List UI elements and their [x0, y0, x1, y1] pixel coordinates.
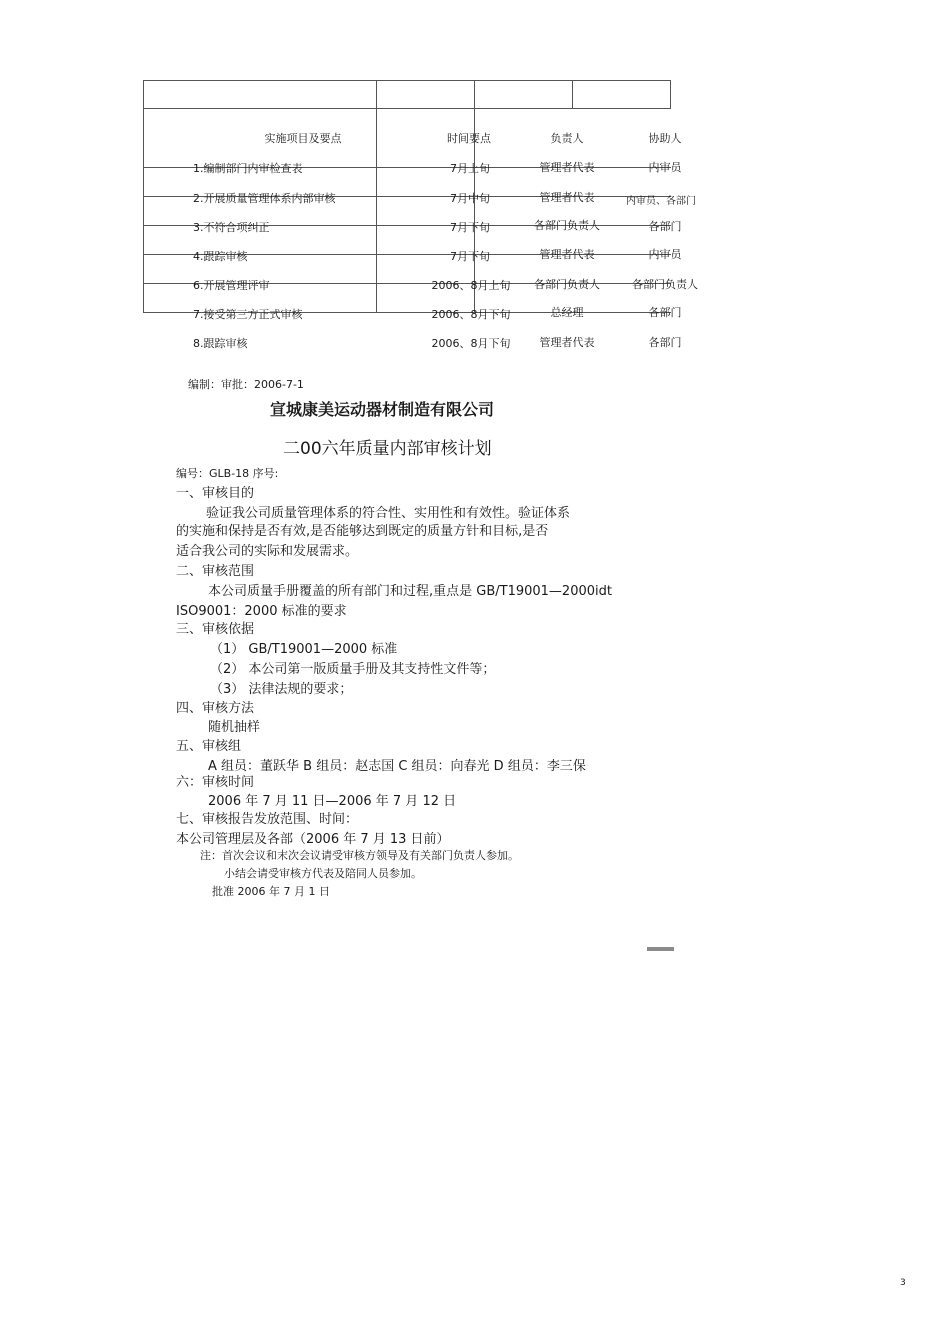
paragraph-line: （1） GB/T19001—2000 标准 — [210, 642, 398, 657]
row-assist: 各部门 — [648, 220, 682, 233]
row-time: 7月下旬 — [450, 221, 490, 234]
section-heading: 四、审核方法 — [176, 701, 255, 716]
company-name: 宣城康美运动器材制造有限公司 — [270, 400, 495, 419]
paragraph-line: ISO9001：2000 标准的要求 — [176, 604, 347, 619]
row-owner: 总经理 — [550, 306, 584, 319]
row-assist: 内审员 — [648, 248, 682, 261]
section-heading: 六：审核时间 — [176, 775, 255, 790]
table-header-owner: 负责人 — [550, 132, 584, 145]
paragraph-line: 本公司管理层及各部（2006 年 7 月 13 日前） — [176, 832, 450, 847]
paragraph-line: 2006 年 7 月 11 日—2006 年 7 月 12 日 — [208, 794, 457, 809]
row-owner: 管理者代表 — [539, 191, 595, 204]
section-heading: 一、审核目的 — [176, 486, 255, 501]
plan-title: 二00六年质量内部审核计划 — [283, 439, 492, 459]
section-heading: 五、审核组 — [176, 739, 242, 754]
row-assist: 各部门 — [648, 306, 682, 319]
row-time: 7月上旬 — [450, 162, 490, 175]
row-assist: 各部门 — [648, 336, 682, 349]
row-item: 2.开展质量管理体系内部审核 — [193, 192, 336, 205]
row-owner: 各部门负责人 — [534, 219, 600, 232]
row-item: 8.跟踪审核 — [193, 337, 248, 350]
row-owner: 管理者代表 — [539, 336, 595, 349]
prepared-line: 编制：审批：2006-7-1 — [188, 378, 304, 391]
paragraph-line: 本公司质量手册覆盖的所有部门和过程,重点是 GB/T19001—2000idt — [208, 584, 612, 599]
row-owner: 各部门负责人 — [534, 278, 600, 291]
paragraph-line: 验证我公司质量管理体系的符合性、实用性和有效性。验证体系 — [206, 506, 571, 521]
row-owner: 管理者代表 — [539, 161, 595, 174]
row-item: 7.接受第三方正式审核 — [193, 308, 303, 321]
row-item: 4.跟踪审核 — [193, 250, 248, 263]
paragraph-line: （2） 本公司第一版质量手册及其支持性文件等； — [210, 662, 496, 677]
paragraph-line: 的实施和保持是否有效,是否能够达到既定的质量方针和目标,是否 — [176, 524, 549, 539]
divider-mark — [647, 947, 674, 951]
row-item: 1.编制部门内审检查表 — [193, 162, 303, 175]
section-heading: 三、审核依据 — [176, 622, 255, 637]
row-assist: 内审员、各部门 — [626, 196, 696, 207]
note-line: 注：首次会议和末次会议请受审核方领导及有关部门负责人参加。 — [200, 849, 519, 862]
row-owner: 管理者代表 — [539, 248, 595, 261]
table-header-item: 实施项目及要点 — [264, 132, 342, 145]
note-line: 小结会请受审核方代表及陪同人员参加。 — [224, 867, 422, 880]
row-time: 2006、8月下旬 — [431, 337, 511, 350]
row-item: 6.开展管理评审 — [193, 279, 270, 292]
row-time: 2006、8月上旬 — [431, 279, 511, 292]
paragraph-line: A 组员：董跃华 B 组员：赵志国 C 组员：向春光 D 组员：李三保 — [208, 759, 586, 774]
row-item: 3.不符合项纠正 — [193, 221, 270, 234]
row-assist: 各部门负责人 — [632, 278, 698, 291]
paragraph-line: 适合我公司的实际和发展需求。 — [176, 544, 359, 559]
row-time: 7月下旬 — [450, 250, 490, 263]
table-header-assist: 协助人 — [648, 132, 682, 145]
row-assist: 内审员 — [648, 161, 682, 174]
row-time: 7月中旬 — [450, 192, 490, 205]
code-line: 编号：GLB-18 序号: — [176, 467, 279, 480]
paragraph-line: （3） 法律法规的要求； — [210, 682, 353, 697]
page-number: 3 — [900, 1278, 906, 1288]
approval-line: 批准 2006 年 7 月 1 日 — [212, 885, 330, 898]
section-heading: 七、审核报告发放范围、时间： — [176, 812, 359, 827]
paragraph-line: 随机抽样 — [208, 720, 261, 735]
section-heading: 二、审核范围 — [176, 564, 255, 579]
row-time: 2006、8月下旬 — [431, 308, 511, 321]
table-header-time: 时间要点 — [447, 132, 491, 145]
